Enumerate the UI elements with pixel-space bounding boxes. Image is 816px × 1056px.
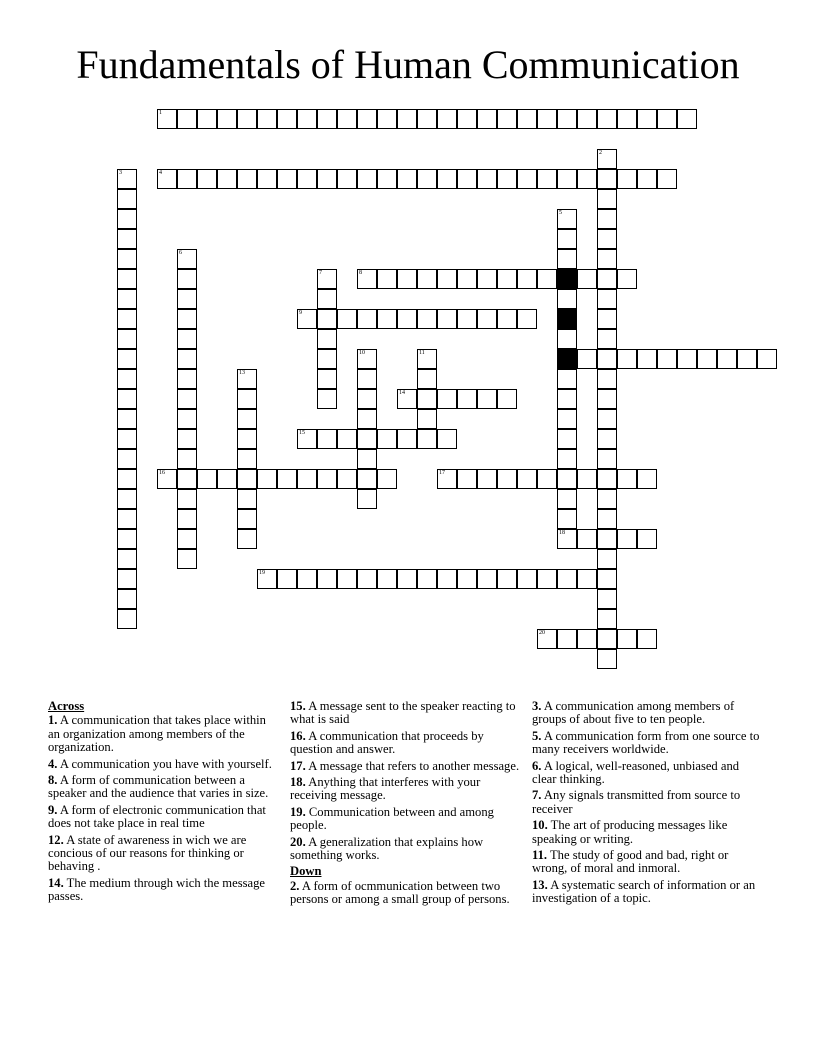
grid-cell[interactable]	[357, 369, 377, 389]
grid-cell[interactable]	[257, 469, 277, 489]
grid-cell[interactable]	[357, 269, 377, 289]
grid-cell[interactable]	[357, 309, 377, 329]
grid-cell[interactable]	[497, 269, 517, 289]
grid-cell[interactable]	[557, 389, 577, 409]
grid-cell[interactable]	[417, 429, 437, 449]
grid-cell[interactable]	[577, 269, 597, 289]
grid-cell[interactable]	[657, 349, 677, 369]
grid-cell[interactable]	[117, 549, 137, 569]
grid-cell[interactable]	[557, 429, 577, 449]
grid-cell[interactable]	[597, 609, 617, 629]
grid-cell[interactable]	[497, 469, 517, 489]
clue-number: 13	[239, 370, 245, 376]
grid-cell[interactable]	[117, 529, 137, 549]
grid-cell[interactable]	[437, 569, 457, 589]
grid-cell[interactable]	[577, 569, 597, 589]
grid-cell[interactable]	[317, 109, 337, 129]
grid-cell[interactable]	[497, 169, 517, 189]
grid-cell[interactable]	[557, 289, 577, 309]
grid-cell[interactable]	[617, 269, 637, 289]
grid-cell[interactable]	[617, 629, 637, 649]
grid-cell[interactable]	[157, 109, 177, 129]
grid-cell[interactable]	[437, 469, 457, 489]
grid-cell[interactable]	[177, 509, 197, 529]
grid-cell[interactable]	[557, 509, 577, 529]
grid-cell[interactable]	[117, 269, 137, 289]
grid-cell[interactable]	[197, 469, 217, 489]
grid-cell[interactable]	[537, 629, 557, 649]
grid-cell[interactable]	[337, 469, 357, 489]
grid-cell[interactable]	[277, 469, 297, 489]
grid-cell[interactable]	[597, 389, 617, 409]
grid-cell[interactable]	[117, 489, 137, 509]
grid-cell[interactable]	[637, 109, 657, 129]
grid-cell[interactable]	[177, 349, 197, 369]
grid-cell[interactable]	[637, 169, 657, 189]
grid-cell[interactable]	[417, 169, 437, 189]
grid-cell[interactable]	[717, 349, 737, 369]
grid-cell[interactable]	[357, 169, 377, 189]
grid-cell[interactable]	[277, 109, 297, 129]
grid-cell[interactable]	[597, 409, 617, 429]
grid-cell[interactable]	[297, 429, 317, 449]
grid-cell[interactable]	[577, 529, 597, 549]
grid-cell[interactable]	[497, 389, 517, 409]
grid-cell[interactable]	[337, 309, 357, 329]
grid-cell[interactable]	[297, 469, 317, 489]
grid-cell[interactable]	[477, 109, 497, 129]
grid-cell[interactable]	[537, 109, 557, 129]
grid-cell[interactable]	[237, 449, 257, 469]
down-clue: 6. A logical, well-reasoned, unbiased and clear thinking.	[532, 758, 740, 787]
grid-cell[interactable]	[677, 109, 697, 129]
grid-cell[interactable]	[617, 169, 637, 189]
grid-cell[interactable]	[357, 389, 377, 409]
grid-cell[interactable]	[117, 509, 137, 529]
grid-cell[interactable]	[317, 429, 337, 449]
grid-cell[interactable]	[397, 269, 417, 289]
grid-cell[interactable]	[697, 349, 717, 369]
grid-cell[interactable]	[357, 489, 377, 509]
grid-cell[interactable]	[477, 169, 497, 189]
grid-cell[interactable]	[557, 529, 577, 549]
grid-cell[interactable]	[737, 349, 757, 369]
grid-cell[interactable]	[217, 109, 237, 129]
grid-cell[interactable]	[457, 269, 477, 289]
grid-cell[interactable]	[537, 469, 557, 489]
grid-cell[interactable]	[657, 109, 677, 129]
grid-cell[interactable]	[377, 109, 397, 129]
grid-cell[interactable]	[177, 429, 197, 449]
grid-cell[interactable]	[477, 569, 497, 589]
grid-cell[interactable]	[177, 329, 197, 349]
grid-cell[interactable]	[417, 109, 437, 129]
grid-cell[interactable]	[597, 209, 617, 229]
grid-cell[interactable]	[317, 169, 337, 189]
grid-cell[interactable]	[117, 409, 137, 429]
grid-cell[interactable]	[677, 349, 697, 369]
grid-cell[interactable]	[597, 269, 617, 289]
grid-cell[interactable]	[597, 189, 617, 209]
clue-number: 15	[299, 430, 305, 436]
clue-number: 9	[299, 310, 302, 316]
grid-cell[interactable]	[317, 389, 337, 409]
grid-cell[interactable]	[617, 529, 637, 549]
grid-cell[interactable]	[597, 109, 617, 129]
across-clue: 12. A state of awareness in wich we are concious of our reasons for thinking or behaving .	[48, 832, 247, 874]
grid-cell[interactable]	[277, 569, 297, 589]
grid-cell[interactable]	[557, 469, 577, 489]
grid-cell[interactable]	[557, 489, 577, 509]
grid-cell[interactable]	[437, 309, 457, 329]
down-clue: 10. The art of producing messages like speaking or writing.	[532, 818, 728, 846]
grid-cell[interactable]	[237, 489, 257, 509]
grid-cell[interactable]	[517, 569, 537, 589]
grid-cell[interactable]	[457, 309, 477, 329]
grid-cell[interactable]	[177, 289, 197, 309]
grid-cell[interactable]	[117, 569, 137, 589]
grid-cell[interactable]	[257, 169, 277, 189]
grid-cell[interactable]	[557, 329, 577, 349]
grid-cell[interactable]	[117, 169, 137, 189]
grid-cell[interactable]	[337, 429, 357, 449]
grid-cell[interactable]	[597, 149, 617, 169]
grid-cell[interactable]	[477, 309, 497, 329]
grid-cell[interactable]	[557, 409, 577, 429]
grid-cell[interactable]	[237, 509, 257, 529]
grid-cell[interactable]	[397, 569, 417, 589]
grid-cell[interactable]	[597, 449, 617, 469]
grid-cell[interactable]	[357, 349, 377, 369]
grid-cell[interactable]	[417, 409, 437, 429]
clue-number: 2	[599, 150, 602, 156]
grid-cell[interactable]	[517, 169, 537, 189]
grid-cell[interactable]	[617, 469, 637, 489]
grid-cell[interactable]	[597, 569, 617, 589]
grid-cell[interactable]	[557, 169, 577, 189]
grid-cell[interactable]	[317, 349, 337, 369]
grid-cell[interactable]	[377, 469, 397, 489]
grid-cell[interactable]	[397, 109, 417, 129]
grid-cell[interactable]	[357, 569, 377, 589]
clue-number: 16	[159, 470, 165, 476]
grid-cell[interactable]	[317, 469, 337, 489]
down-clue: 13. A systematic search of information or an investigation of a topic.	[532, 877, 756, 906]
grid-cell[interactable]	[177, 529, 197, 549]
blocked-cell	[557, 269, 577, 289]
grid-cell[interactable]	[417, 269, 437, 289]
grid-cell[interactable]	[177, 449, 197, 469]
grid-cell[interactable]	[317, 289, 337, 309]
grid-cell[interactable]	[177, 549, 197, 569]
grid-cell[interactable]	[557, 569, 577, 589]
clue-number: 4	[159, 170, 162, 176]
grid-cell[interactable]	[117, 349, 137, 369]
grid-cell[interactable]	[597, 249, 617, 269]
grid-cell[interactable]	[577, 349, 597, 369]
grid-cell[interactable]	[557, 229, 577, 249]
grid-cell[interactable]	[557, 369, 577, 389]
across-clue: 1. A communication that takes place within an organization among members of the organization.	[48, 713, 266, 755]
grid-cell[interactable]	[177, 489, 197, 509]
grid-cell[interactable]	[117, 609, 137, 629]
clues-column-1	[48, 700, 280, 907]
grid-cell[interactable]	[637, 529, 657, 549]
grid-cell[interactable]	[397, 429, 417, 449]
grid-cell[interactable]	[177, 309, 197, 329]
grid-cell[interactable]	[237, 429, 257, 449]
grid-cell[interactable]	[377, 269, 397, 289]
grid-cell[interactable]	[157, 169, 177, 189]
grid-cell[interactable]	[177, 269, 197, 289]
grid-cell[interactable]	[477, 469, 497, 489]
grid-cell[interactable]	[277, 169, 297, 189]
grid-cell[interactable]	[217, 469, 237, 489]
clue-number: 19	[259, 570, 265, 576]
clue-number: 1	[159, 110, 162, 116]
across-header: Across	[48, 699, 85, 713]
grid-cell[interactable]	[337, 569, 357, 589]
grid-cell[interactable]	[117, 249, 137, 269]
across-clue: 20. A generalization that explains how something works.	[290, 834, 484, 863]
grid-cell[interactable]	[377, 569, 397, 589]
down-clue: 7. Any signals transmitted from source to receiver	[532, 788, 741, 816]
grid-cell[interactable]	[557, 249, 577, 269]
grid-cell[interactable]	[557, 209, 577, 229]
grid-cell[interactable]	[197, 109, 217, 129]
grid-cell[interactable]	[297, 569, 317, 589]
clue-number: 11	[419, 350, 425, 356]
grid-cell[interactable]	[317, 309, 337, 329]
grid-cell[interactable]	[517, 469, 537, 489]
grid-cell[interactable]	[177, 389, 197, 409]
grid-cell[interactable]	[537, 569, 557, 589]
grid-cell[interactable]	[597, 469, 617, 489]
grid-cell[interactable]	[437, 269, 457, 289]
grid-cell[interactable]	[457, 569, 477, 589]
grid-cell[interactable]	[117, 389, 137, 409]
across-clue: 14. The medium through wich the message passes.	[48, 875, 265, 904]
grid-cell[interactable]	[237, 169, 257, 189]
grid-cell[interactable]	[457, 469, 477, 489]
clue-number: 17	[439, 470, 445, 476]
grid-cell[interactable]	[117, 229, 137, 249]
grid-cell[interactable]	[457, 169, 477, 189]
grid-cell[interactable]	[637, 469, 657, 489]
grid-cell[interactable]	[197, 169, 217, 189]
grid-cell[interactable]	[297, 109, 317, 129]
across-clue: 18. Anything that interferes with your receiving message.	[290, 775, 481, 803]
across-clue: 17. A message that refers to another message.	[290, 758, 520, 773]
grid-cell[interactable]	[177, 249, 197, 269]
grid-cell[interactable]	[357, 469, 377, 489]
across-clue: 19. Communication between and among people.	[290, 804, 494, 833]
grid-cell[interactable]	[457, 389, 477, 409]
grid-cell[interactable]	[597, 369, 617, 389]
across-clue: 4. A communication you have with yourself.	[48, 756, 272, 771]
grid-cell[interactable]	[517, 109, 537, 129]
grid-cell[interactable]	[417, 569, 437, 589]
grid-cell[interactable]	[637, 349, 657, 369]
grid-cell[interactable]	[597, 309, 617, 329]
clue-number: 5	[559, 210, 562, 216]
grid-cell[interactable]	[117, 209, 137, 229]
blocked-cell	[557, 349, 577, 369]
grid-cell[interactable]	[477, 269, 497, 289]
clues-column-2	[290, 700, 522, 910]
grid-cell[interactable]	[597, 529, 617, 549]
grid-cell[interactable]	[597, 429, 617, 449]
clue-number: 14	[399, 390, 405, 396]
grid-cell[interactable]	[237, 409, 257, 429]
grid-cell[interactable]	[257, 109, 277, 129]
grid-cell[interactable]	[117, 449, 137, 469]
grid-cell[interactable]	[317, 569, 337, 589]
down-clue: 5. A communication form from one source to many receivers worldwide.	[532, 728, 760, 757]
grid-cell[interactable]	[117, 329, 137, 349]
down-header: Down	[290, 864, 322, 879]
grid-cell[interactable]	[537, 169, 557, 189]
grid-cell[interactable]	[357, 409, 377, 429]
clue-number: 3	[119, 170, 122, 176]
down-clue: 3. A communication among members of groups of about five to ten people.	[532, 699, 735, 727]
grid-cell[interactable]	[317, 329, 337, 349]
grid-cell[interactable]	[357, 109, 377, 129]
grid-cell[interactable]	[217, 169, 237, 189]
grid-cell[interactable]	[237, 469, 257, 489]
grid-cell[interactable]	[117, 589, 137, 609]
clues-column-3	[532, 700, 764, 909]
grid-cell[interactable]	[257, 569, 277, 589]
grid-cell[interactable]	[597, 549, 617, 569]
grid-cell[interactable]	[477, 389, 497, 409]
across-clue: 9. A form of electronic communication that does not take place in real time	[48, 802, 266, 831]
grid-cell[interactable]	[577, 629, 597, 649]
down-clue: 2. A form of ocmmunication between two persons or among a small group of persons.	[290, 878, 510, 907]
grid-cell[interactable]	[237, 529, 257, 549]
grid-cell[interactable]	[437, 389, 457, 409]
grid-cell[interactable]	[377, 169, 397, 189]
grid-cell[interactable]	[357, 429, 377, 449]
across-clue: 16. A communication that proceeds by question and answer.	[290, 728, 484, 757]
grid-cell[interactable]	[617, 349, 637, 369]
puzzle-title: Fundamentals of Human Communication	[76, 42, 740, 87]
grid-cell[interactable]	[597, 489, 617, 509]
grid-cell[interactable]	[417, 349, 437, 369]
grid-cell[interactable]	[237, 369, 257, 389]
grid-cell[interactable]	[317, 269, 337, 289]
clue-number: 6	[179, 250, 182, 256]
grid-cell[interactable]	[117, 309, 137, 329]
across-clue: 15. A message sent to the speaker reacting to what is said	[290, 699, 516, 727]
grid-cell[interactable]	[497, 109, 517, 129]
grid-cell[interactable]	[237, 389, 257, 409]
grid-cell[interactable]	[357, 449, 377, 469]
grid-cell[interactable]	[557, 109, 577, 129]
grid-cell[interactable]	[337, 169, 357, 189]
grid-cell[interactable]	[597, 649, 617, 669]
grid-cell[interactable]	[577, 109, 597, 129]
grid-cell[interactable]	[117, 469, 137, 489]
grid-cell[interactable]	[557, 449, 577, 469]
grid-cell[interactable]	[437, 169, 457, 189]
grid-cell[interactable]	[437, 429, 457, 449]
grid-cell[interactable]	[597, 329, 617, 349]
clue-number: 10	[359, 350, 365, 356]
grid-cell[interactable]	[297, 309, 317, 329]
clue-number: 20	[539, 630, 545, 636]
grid-cell[interactable]	[397, 389, 417, 409]
grid-cell[interactable]	[597, 289, 617, 309]
grid-cell[interactable]	[657, 169, 677, 189]
grid-cell[interactable]	[517, 309, 537, 329]
grid-cell[interactable]	[577, 169, 597, 189]
grid-cell[interactable]	[117, 369, 137, 389]
grid-cell[interactable]	[597, 629, 617, 649]
blocked-cell	[557, 309, 577, 329]
clue-number: 7	[319, 270, 322, 276]
grid-cell[interactable]	[177, 469, 197, 489]
grid-cell[interactable]	[117, 429, 137, 449]
grid-cell[interactable]	[597, 349, 617, 369]
grid-cell[interactable]	[117, 289, 137, 309]
down-clue: 11. The study of good and bad, right or wrong, of moral and inmoral.	[532, 848, 729, 876]
grid-cell[interactable]	[177, 369, 197, 389]
grid-cell[interactable]	[377, 429, 397, 449]
grid-cell[interactable]	[157, 469, 177, 489]
grid-cell[interactable]	[577, 469, 597, 489]
grid-cell[interactable]	[397, 169, 417, 189]
grid-cell[interactable]	[417, 389, 437, 409]
grid-cell[interactable]	[597, 229, 617, 249]
grid-cell[interactable]	[177, 109, 197, 129]
grid-cell[interactable]	[457, 109, 477, 129]
across-clue: 8. A form of communication between a speaker and the audience that varies in size.	[48, 773, 269, 801]
grid-cell[interactable]	[177, 169, 197, 189]
grid-cell[interactable]	[517, 269, 537, 289]
grid-cell[interactable]	[377, 309, 397, 329]
grid-cell[interactable]	[497, 309, 517, 329]
grid-cell[interactable]	[557, 629, 577, 649]
grid-cell[interactable]	[537, 269, 557, 289]
grid-cell[interactable]	[417, 309, 437, 329]
grid-cell[interactable]	[317, 369, 337, 389]
grid-cell[interactable]	[597, 509, 617, 529]
grid-cell[interactable]	[417, 369, 437, 389]
grid-cell[interactable]	[597, 589, 617, 609]
grid-cell[interactable]	[177, 409, 197, 429]
grid-cell[interactable]	[337, 109, 357, 129]
grid-cell[interactable]	[637, 629, 657, 649]
grid-cell[interactable]	[397, 309, 417, 329]
grid-cell[interactable]	[117, 189, 137, 209]
clue-number: 18	[559, 530, 565, 536]
grid-cell[interactable]	[437, 109, 457, 129]
grid-cell[interactable]	[617, 109, 637, 129]
grid-cell[interactable]	[297, 169, 317, 189]
grid-cell[interactable]	[497, 569, 517, 589]
grid-cell[interactable]	[597, 169, 617, 189]
grid-cell[interactable]	[757, 349, 777, 369]
clue-number: 8	[359, 270, 362, 276]
grid-cell[interactable]	[237, 109, 257, 129]
